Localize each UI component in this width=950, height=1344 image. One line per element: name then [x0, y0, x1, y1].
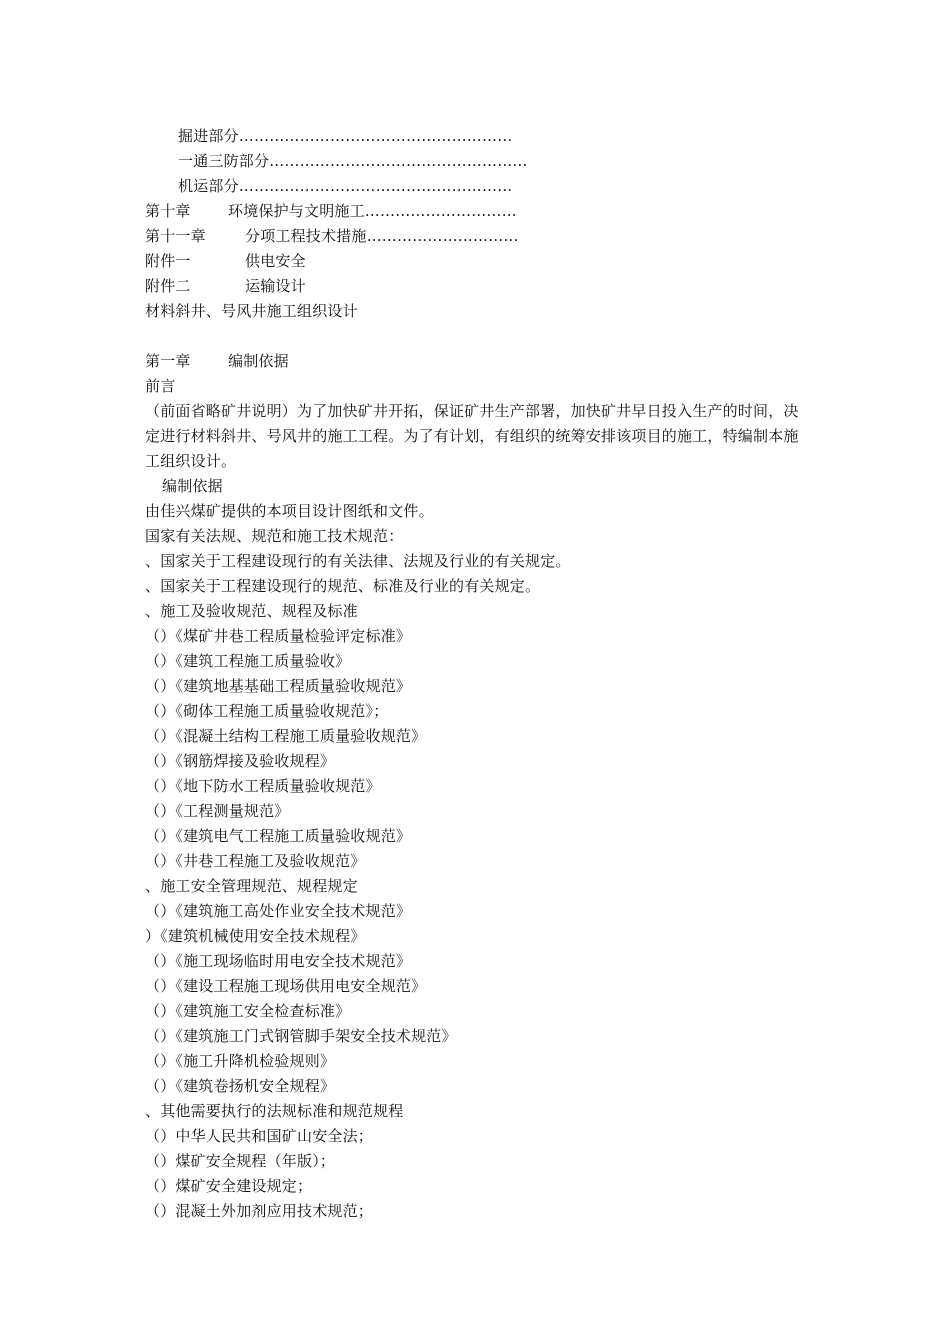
list-item: （）《建筑卷扬机安全规程》 [145, 1077, 336, 1095]
body-line: 、施工安全管理规范、规程规定 [145, 877, 358, 895]
toc-title: 一通三防部分…………………………………………… [178, 152, 528, 170]
list-item: （）煤矿安全规程（年版）； [145, 1152, 336, 1170]
list-item: （）《地下防水工程质量验收规范》 [145, 777, 381, 795]
body-line: 、国家关于工程建设现行的有关法律、法规及行业的有关规定。 [145, 552, 571, 570]
list-item: （）《混凝土结构工程施工质量验收规范》 [145, 727, 427, 745]
list-item: ）《建筑机械使用安全技术规程》 [145, 927, 366, 945]
chapter-number: 第一章 [145, 352, 191, 370]
body-line: 由佳兴煤矿提供的本项目设计图纸和文件。 [145, 502, 434, 520]
list-item: （）混凝土外加剂应用技术规范； [145, 1202, 374, 1220]
list-item: （）《工程测量规范》 [145, 802, 290, 820]
toc-number: 第十一章 [145, 227, 206, 245]
list-item: （）《井巷工程施工及验收规范》 [145, 852, 366, 870]
body-line: 、国家关于工程建设现行的规范、标准及行业的有关规定。 [145, 577, 541, 595]
list-item: （）《施工现场临时用电安全技术规范》 [145, 952, 412, 970]
list-item: （）《施工升降机检验规则》 [145, 1052, 336, 1070]
toc-item-transport [178, 174, 512, 199]
list-item: （）《建筑电气工程施工质量验收规范》 [145, 827, 412, 845]
list-item: （）《钢筋焊接及验收规程》 [145, 752, 336, 770]
toc-item-appendix2 [145, 274, 306, 299]
body-line: 、其他需要执行的法规标准和规范规程 [145, 1102, 404, 1120]
body-line: 、施工及验收规范、规程及标准 [145, 602, 358, 620]
list-item: （）《建筑施工高处作业安全技术规范》 [145, 902, 412, 920]
toc-title: 机运部分……………………………………………… [178, 177, 513, 195]
list-item: （）《砌体工程施工质量验收规范》； [145, 702, 389, 720]
toc-title: 供电安全 [245, 252, 306, 270]
list-item: （）《建筑地基基础工程质量验收规范》 [145, 677, 412, 695]
list-item: （）《煤矿井巷工程质量检验评定标准》 [145, 627, 412, 645]
toc-item-ventilation [178, 149, 528, 174]
list-item: （）中华人民共和国矿山安全法； [145, 1127, 374, 1145]
toc-title: 环境保护与文明施工………………………… [228, 202, 517, 220]
list-item: （）《建设工程施工现场供用电安全规范》 [145, 977, 427, 995]
chapter-title: 编制依据 [228, 352, 289, 370]
toc-title: 掘进部分……………………………………………… [178, 127, 513, 145]
preface-heading: 前言 [145, 377, 176, 395]
chapter-heading [145, 349, 289, 374]
toc-item-appendix1 [145, 249, 306, 274]
body-line: 国家有关法规、规范和施工技术规范： [145, 527, 404, 545]
toc-title: 运输设计 [245, 277, 306, 295]
toc-title: 分项工程技术措施………………………… [245, 227, 519, 245]
toc-item-chapter10 [145, 199, 517, 224]
toc-item-chapter11 [145, 224, 519, 249]
basis-heading: 编制依据 [162, 477, 223, 495]
preface-paragraph: （前面省略矿井说明）为了加快矿井开拓，保证矿井生产部署，加快矿井早日投入生产的时间，决定进行材料斜井、号风井的施工工程。为了有计划，有组织的统筹安排该项目的施工，特编制本施工组织设计。 [145, 402, 799, 470]
toc-item-excavation [178, 124, 512, 149]
list-item: （）《建筑施工门式钢管脚手架安全技术规范》 [145, 1027, 457, 1045]
list-item: （）《建筑工程施工质量验收》 [145, 652, 351, 670]
list-item: （）《建筑施工安全检查标准》 [145, 1002, 351, 1020]
toc-number: 附件二 [145, 277, 191, 295]
toc-number: 第十章 [145, 202, 191, 220]
document-title: 材料斜井、号风井施工组织设计 [145, 302, 358, 320]
list-item: （）煤矿安全建设规定； [145, 1177, 313, 1195]
toc-number: 附件一 [145, 252, 191, 270]
